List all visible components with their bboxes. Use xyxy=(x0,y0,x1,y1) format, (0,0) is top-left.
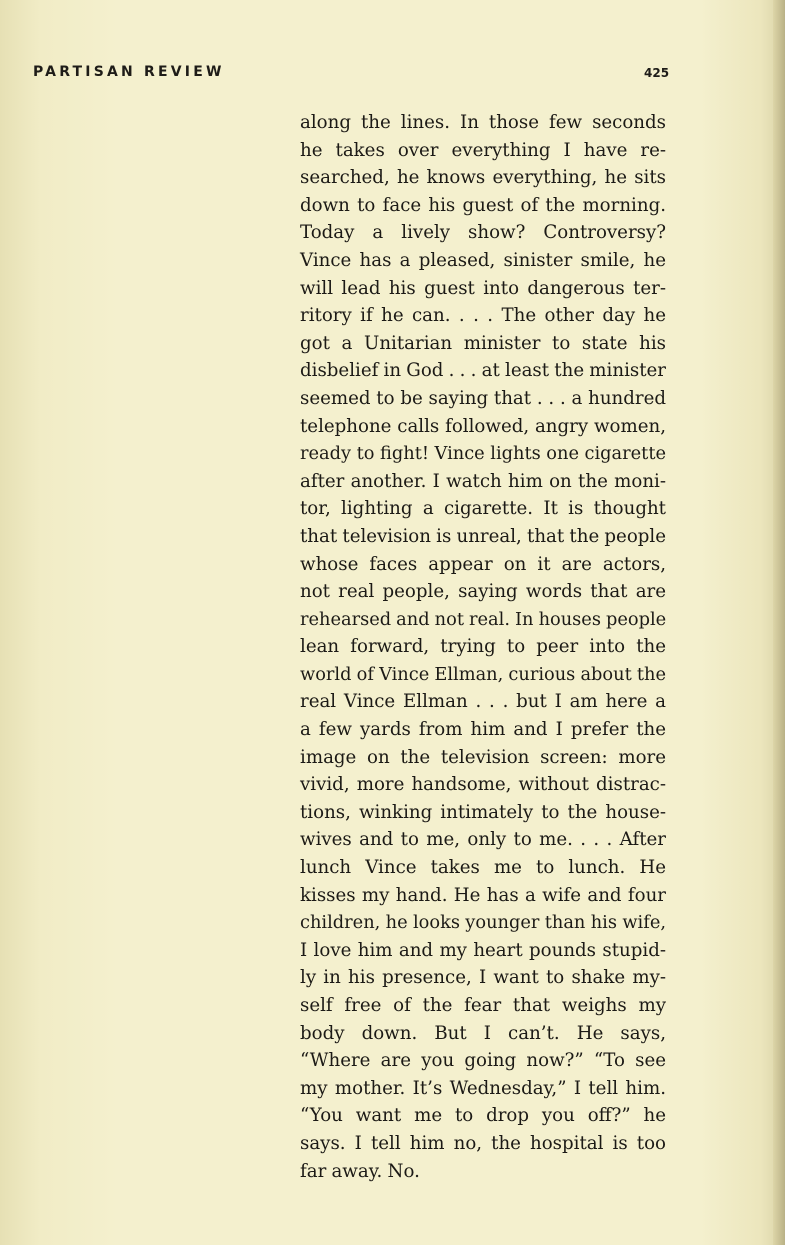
text-line: down to face his guest of the morning. xyxy=(300,194,666,216)
text-line: children, he looks younger than his wife, xyxy=(300,912,666,934)
text-line: telephone calls followed, angry women, xyxy=(300,415,666,437)
text-line: seemed to be saying that . . . a hundred xyxy=(300,387,666,409)
text-line: searched, he knows everything, he sits xyxy=(300,167,666,189)
text-line: wives and to me, only to me. . . . After xyxy=(300,829,666,851)
text-line: whose faces appear on it are actors, xyxy=(300,553,666,575)
text-line: rehearsed and not real. In houses people xyxy=(300,608,667,630)
text-line: real Vince Ellman . . . but I am here a xyxy=(300,691,666,713)
text-line: “Where are you going now?” “To see xyxy=(300,1050,666,1072)
text-line: ritory if he can. . . . The other day he xyxy=(300,305,666,327)
text-line: got a Unitarian minister to state his xyxy=(300,332,666,354)
text-line: my mother. It’s Wednesday,” I tell him. xyxy=(300,1077,666,1099)
text-line: self free of the fear that weighs my xyxy=(300,995,666,1016)
text-line: body down. But I can’t. He says, xyxy=(300,1022,666,1044)
text-line: world of Vince Ellman, curious about the xyxy=(300,663,666,685)
text-line: “You want me to drop you off?” he xyxy=(300,1105,666,1127)
text-line: Today a lively show? Controversy? xyxy=(300,222,666,244)
text-line: I love him and my heart pounds stupid- xyxy=(300,939,666,961)
text-line: vivid, more handsome, without distrac- xyxy=(300,774,666,796)
text-line: tions, winking intimately to the house- xyxy=(300,801,666,823)
text-line: says. I tell him no, the hospital is too xyxy=(300,1132,666,1154)
text-line: he takes over everything I have re- xyxy=(300,139,666,161)
text-line: Vince has a pleased, sinister smile, he xyxy=(300,249,666,271)
text-line: after another. I watch him on the moni- xyxy=(300,470,666,492)
text-line: tor, lighting a cigarette. It is thought xyxy=(300,498,666,520)
text-line: lean forward, trying to peer into the xyxy=(300,636,666,658)
text-line: far away. No. xyxy=(300,1160,420,1182)
running-head: PARTISAN REVIEW xyxy=(33,64,225,80)
page-number: 425 xyxy=(644,66,670,80)
text-line: that television is unreal, that the people xyxy=(300,525,666,547)
text-line: along the lines. In those few seconds xyxy=(300,112,666,133)
text-line: a few yards from him and I prefer the xyxy=(300,719,666,741)
text-line: not real people, saying words that are xyxy=(300,581,666,603)
text-line: kisses my hand. He has a wife and four xyxy=(300,884,666,906)
text-line: ly in his presence, I want to shake my- xyxy=(300,967,666,989)
text-line: disbelief in God . . . at least the minister xyxy=(300,360,666,382)
page-edge xyxy=(773,0,785,1245)
text-line: ready to fight! Vince lights one cigarette xyxy=(300,443,666,465)
text-line: image on the television screen: more xyxy=(300,746,666,768)
body-text xyxy=(300,109,666,1185)
text-line: will lead his guest into dangerous ter- xyxy=(300,277,666,299)
text-line: lunch Vince takes me to lunch. He xyxy=(300,857,666,879)
